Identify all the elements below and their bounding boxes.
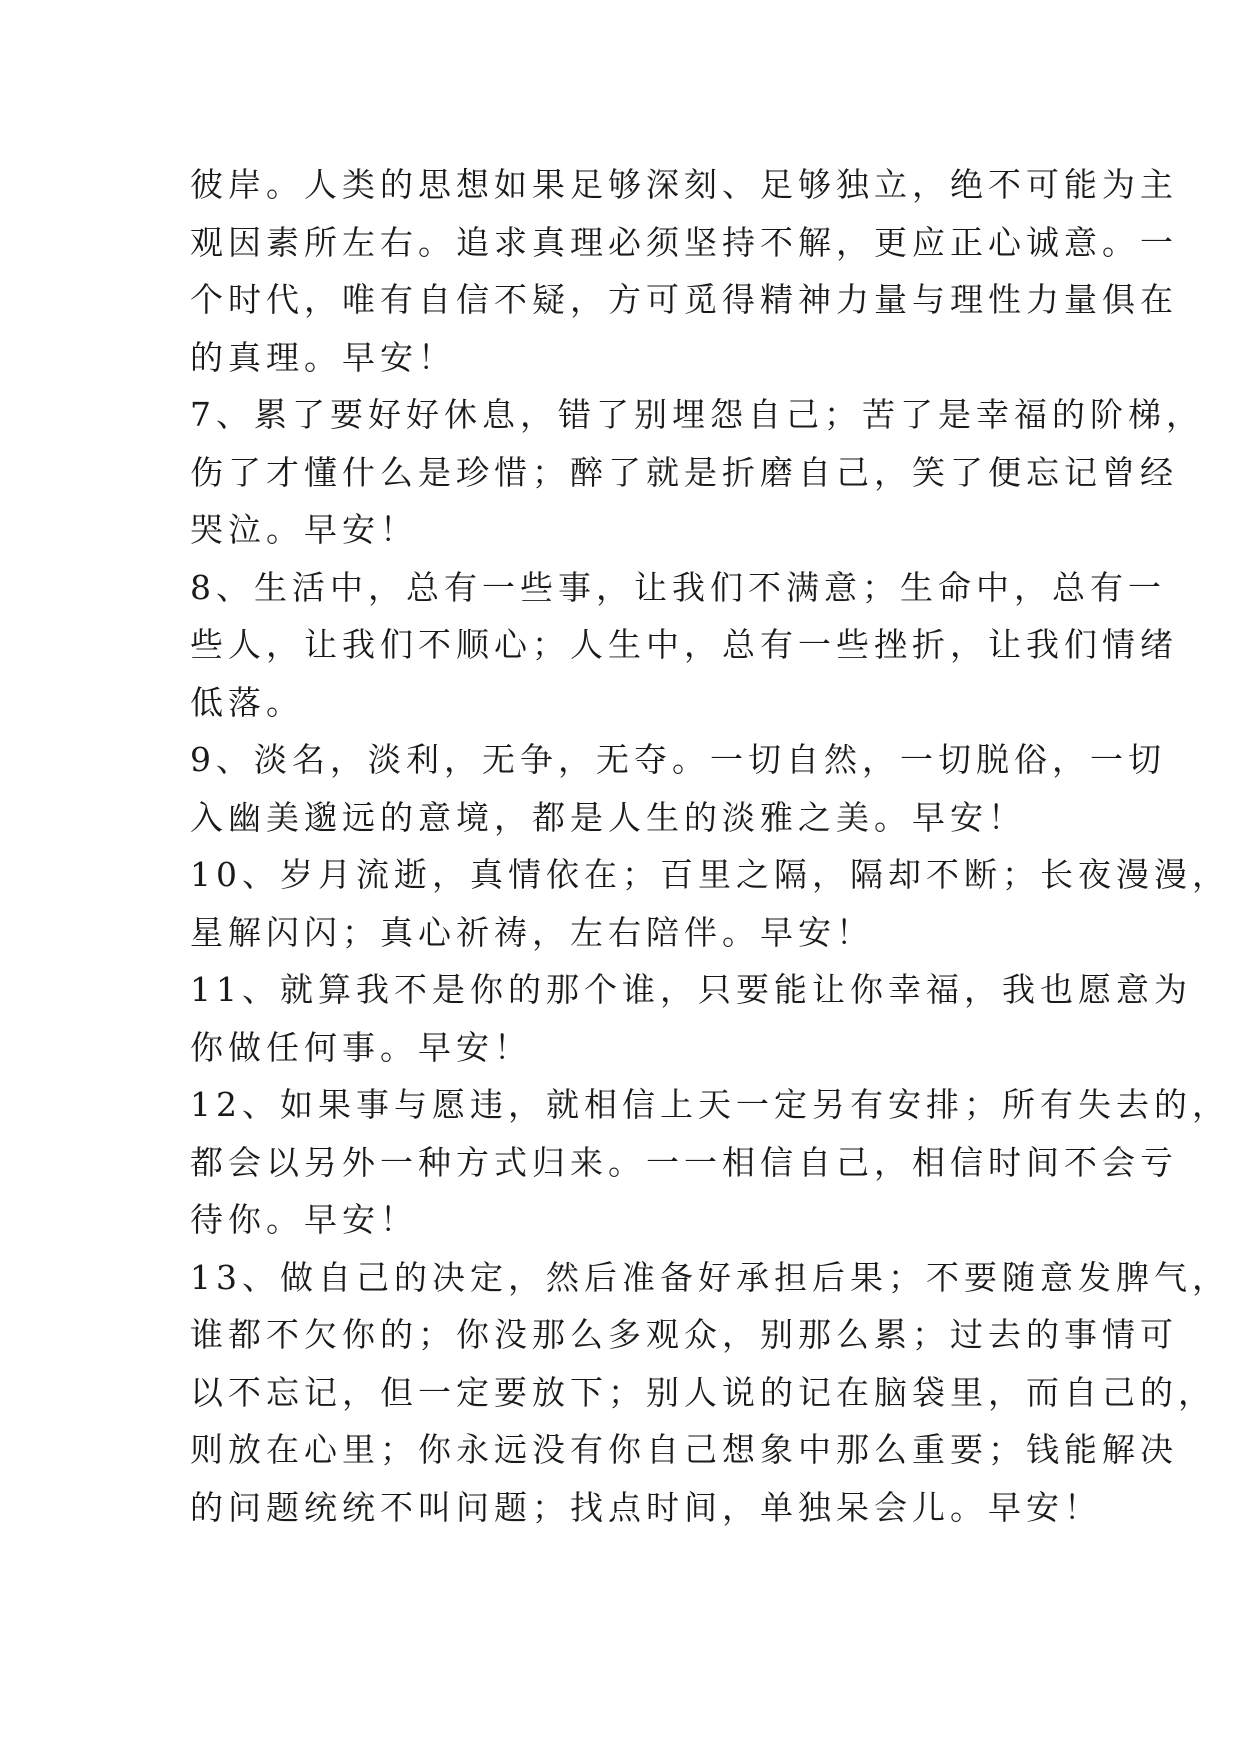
text-line: 伤了才懂什么是珍惜；醉了就是折磨自己，笑了便忘记曾经 — [190, 452, 1178, 492]
text-line: 11、就算我不是你的那个谁，只要能让你幸福，我也愿意为 — [190, 970, 1192, 1009]
text-line: 待你。早安！ — [190, 1200, 418, 1239]
text-line: 都会以另外一种方式归来。一一相信自己，相信时间不会亏 — [190, 1142, 1178, 1182]
text-line: 9、淡名，淡利，无争，无夺。一切自然，一切脱俗，一切 — [190, 740, 1166, 779]
text-line: 观因素所左右。追求真理必须坚持不解，更应正心诚意。一 — [190, 222, 1178, 262]
text-line: 的真理。早安！ — [190, 337, 456, 377]
text-line: 哭泣。早安！ — [190, 510, 418, 549]
text-line: 8、生活中，总有一些事，让我们不满意；生命中，总有一 — [190, 567, 1166, 607]
text-line: 谁都不欠你的；你没那么多观众，别那么累；过去的事情可 — [190, 1315, 1178, 1354]
text-line: 个时代，唯有自信不疑，方可觅得精神力量与理性力量俱在 — [190, 280, 1178, 319]
text-line: 10、岁月流逝，真情依在；百里之隔，隔却不断；长夜漫漫， — [190, 855, 1230, 894]
text-line: 的问题统统不叫问题；找点时间，单独呆会儿。早安！ — [190, 1487, 1102, 1527]
text-line: 以不忘记，但一定要放下；别人说的记在脑袋里，而自己的， — [190, 1372, 1216, 1412]
text-line: 彼岸。人类的思想如果足够深刻、足够独立，绝不可能为主 — [190, 165, 1178, 204]
text-line: 你做任何事。早安！ — [190, 1027, 532, 1067]
text-line: 低落。 — [190, 682, 304, 722]
document-body — [190, 156, 1230, 1536]
text-line: 入幽美邈远的意境，都是人生的淡雅之美。早安！ — [190, 797, 1026, 837]
text-line: 则放在心里；你永远没有你自己想象中那么重要；钱能解决 — [190, 1430, 1178, 1469]
text-line: 13、做自己的决定，然后准备好承担后果；不要随意发脾气， — [190, 1257, 1230, 1297]
text-line: 12、如果事与愿违，就相信上天一定另有安排；所有失去的， — [190, 1085, 1230, 1124]
text-line: 星解闪闪；真心祈祷，左右陪伴。早安！ — [190, 912, 874, 952]
text-line: 些人，让我们不顺心；人生中，总有一些挫折，让我们情绪 — [190, 625, 1178, 664]
text-line: 7、累了要好好休息，错了别埋怨自己；苦了是幸福的阶梯， — [190, 395, 1204, 434]
